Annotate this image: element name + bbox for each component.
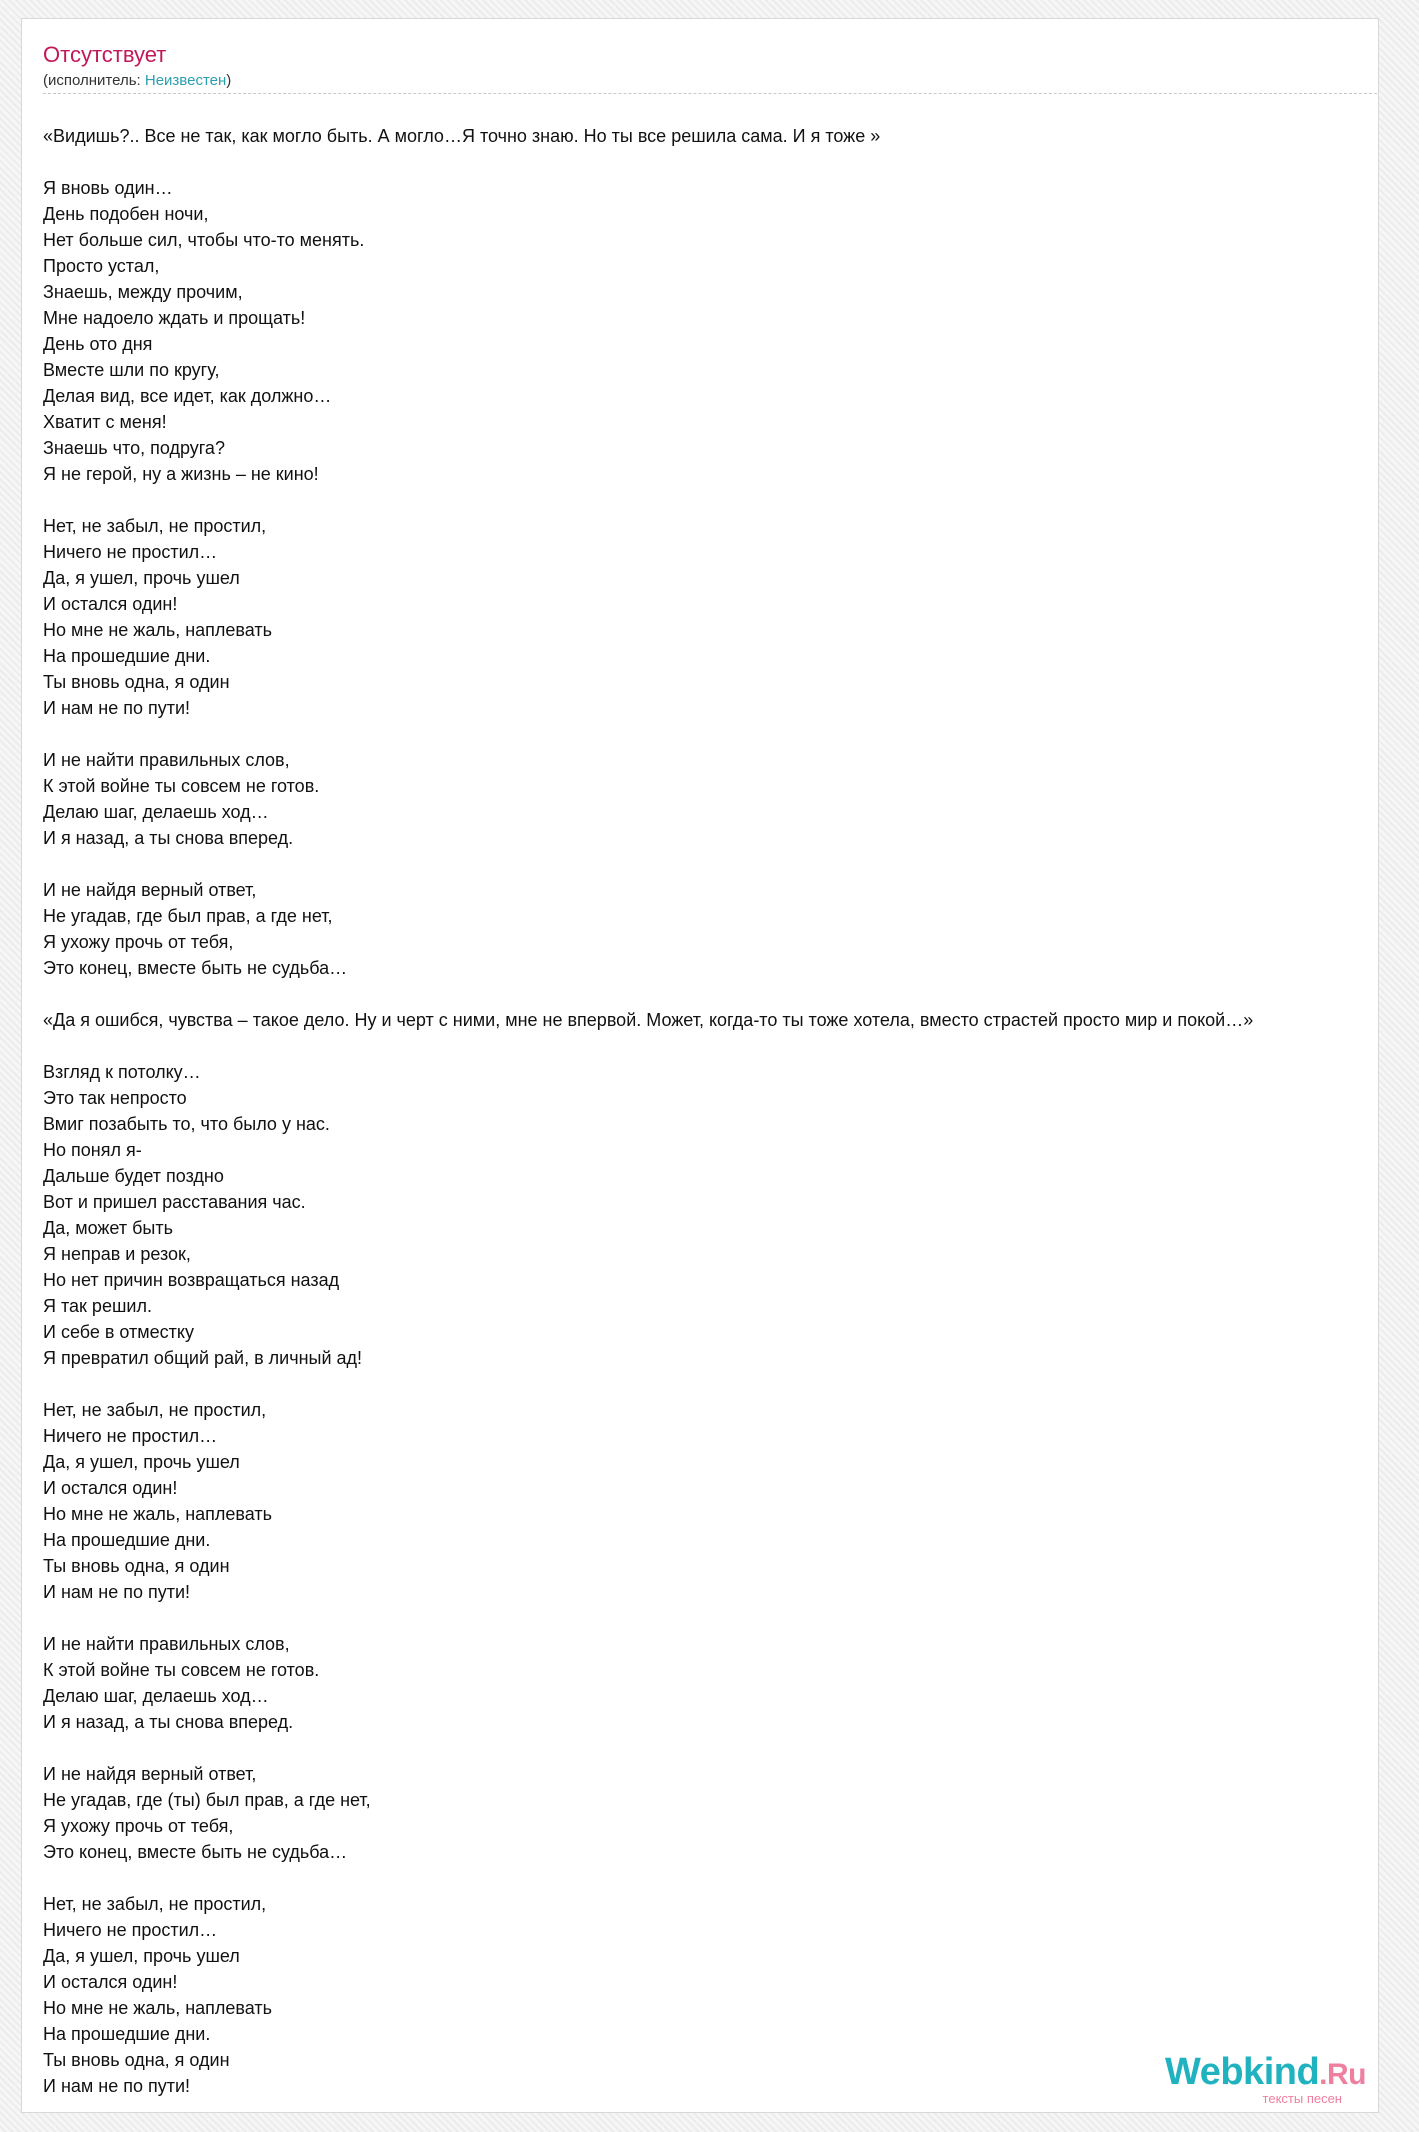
lyric-line: Знаешь, между прочим, [43, 282, 243, 302]
lyric-line: Нет, не забыл, не простил, [43, 516, 267, 536]
lyric-line: Ничего не простил… [43, 1426, 218, 1446]
lyric-line: Но мне не жаль, наплевать [43, 620, 273, 640]
lyric-line: Не угадав, где был прав, а где нет, [43, 906, 333, 926]
lyric-line: Это конец, вместе быть не судьба… [43, 1842, 348, 1862]
lyric-line: И нам не по пути! [43, 2076, 191, 2096]
lyrics-sheet [21, 18, 1379, 2113]
lyric-line: Да, может быть [43, 1218, 173, 1238]
artist-link[interactable]: Неизвестен [144, 72, 227, 89]
lyric-line: Я не герой, ну а жизнь – не кино! [43, 464, 319, 484]
lyrics-body [43, 123, 1379, 2099]
lyric-line: Это конец, вместе быть не судьба… [43, 958, 348, 978]
lyric-line: Делая вид, все идет, как должно… [43, 386, 332, 406]
lyric-line: Не угадав, где (ты) был прав, а где нет, [43, 1790, 371, 1810]
lyric-line: Да, я ушел, прочь ушел [43, 1946, 240, 1966]
lyric-line: К этой войне ты совсем не готов. [43, 776, 320, 796]
lyric-line: Хватит с меня! [43, 412, 167, 432]
lyric-line: Но мне не жаль, наплевать [43, 1504, 273, 1524]
byline-prefix: (исполнитель: [43, 72, 145, 89]
lyric-line: Я ухожу прочь от тебя, [43, 932, 234, 952]
lyric-line: Дальше будет поздно [43, 1166, 224, 1186]
stanza-break [43, 1865, 1379, 1891]
lyric-line: Ты вновь одна, я один [43, 672, 230, 692]
logo-tagline: тексты песен [1262, 2091, 1342, 2106]
lyric-line: Я так решил. [43, 1296, 152, 1316]
stanza-break [43, 851, 1379, 877]
logo-tld: .Ru [1319, 2058, 1366, 2091]
lyric-line: Я вновь один… [43, 178, 173, 198]
lyric-line: Но понял я- [43, 1140, 142, 1160]
lyric-line: Нет, не забыл, не простил, [43, 1400, 267, 1420]
lyric-line: На прошедшие дни. [43, 1530, 211, 1550]
lyric-line: И не найдя верный ответ, [43, 1764, 257, 1784]
lyric-line: Делаю шаг, делаешь ход… [43, 1686, 269, 1706]
lyric-line: И себе в отместку [43, 1322, 194, 1342]
stanza-break [43, 981, 1379, 1007]
artist-byline [43, 72, 231, 89]
lyric-line: Нет больше сил, чтобы что-то менять. [43, 230, 365, 250]
lyric-line: «Да я ошибся, чувства – такое дело. Ну и черт с ними, мне не впервой. Может, когда-то ты тоже хотела, вместо страстей просто мир и покой…» [43, 1010, 1254, 1030]
lyric-line: К этой войне ты совсем не готов. [43, 1660, 320, 1680]
lyric-line: Да, я ушел, прочь ушел [43, 1452, 240, 1472]
stanza-break [43, 1605, 1379, 1631]
lyric-line: Вмиг позабыть то, что было у нас. [43, 1114, 330, 1134]
lyric-line: И остался один! [43, 594, 178, 614]
lyric-line: Просто устал, [43, 256, 160, 276]
stanza-break [43, 149, 1379, 175]
lyric-line: Но нет причин возвращаться назад [43, 1270, 340, 1290]
lyric-line: Но мне не жаль, наплевать [43, 1998, 273, 2018]
lyric-line: День ото дня [43, 334, 153, 354]
song-title: Отсутствует [43, 42, 167, 67]
stanza-break [43, 1033, 1379, 1059]
stanza-break [43, 1735, 1379, 1761]
lyric-line: На прошедшие дни. [43, 646, 211, 666]
lyric-line: И нам не по пути! [43, 1582, 191, 1602]
lyric-line: Я ухожу прочь от тебя, [43, 1816, 234, 1836]
lyric-line: Взгляд к потолку… [43, 1062, 201, 1082]
lyric-line: День подобен ночи, [43, 204, 209, 224]
lyric-line: И не найти правильных слов, [43, 750, 290, 770]
lyric-line: Ты вновь одна, я один [43, 1556, 230, 1576]
lyric-line: Ничего не простил… [43, 542, 218, 562]
lyric-line: Это так непросто [43, 1088, 187, 1108]
logo-name: Webkind [1165, 2051, 1320, 2093]
lyric-line: Ты вновь одна, я один [43, 2050, 230, 2070]
lyric-line: И я назад, а ты снова вперед. [43, 828, 294, 848]
lyric-line: Вместе шли по кругу, [43, 360, 220, 380]
site-logo [1165, 2052, 1366, 2106]
stanza-break [43, 721, 1379, 747]
byline-suffix: ) [226, 72, 232, 89]
lyric-line: Делаю шаг, делаешь ход… [43, 802, 269, 822]
title-divider [43, 93, 1377, 94]
lyric-line: И не найти правильных слов, [43, 1634, 290, 1654]
lyric-line: И нам не по пути! [43, 698, 191, 718]
lyric-line: Знаешь что, подруга? [43, 438, 225, 458]
lyric-line: И остался один! [43, 1478, 178, 1498]
lyric-line: Да, я ушел, прочь ушел [43, 568, 240, 588]
lyric-line: Ничего не простил… [43, 1920, 218, 1940]
lyric-line: Я превратил общий рай, в личный ад! [43, 1348, 363, 1368]
lyric-line: Нет, не забыл, не простил, [43, 1894, 267, 1914]
stanza-break [43, 487, 1379, 513]
stanza-break [43, 1371, 1379, 1397]
lyric-line: И я назад, а ты снова вперед. [43, 1712, 294, 1732]
lyric-line: Я неправ и резок, [43, 1244, 191, 1264]
lyric-line: И остался один! [43, 1972, 178, 1992]
lyric-line: Вот и пришел расставания час. [43, 1192, 306, 1212]
lyric-line: «Видишь?.. Все не так, как могло быть. А могло…Я точно знаю. Но ты все решила сама. И я тоже » [43, 126, 881, 146]
lyric-line: На прошедшие дни. [43, 2024, 211, 2044]
lyric-line: Мне надоело ждать и прощать! [43, 308, 306, 328]
lyric-line: И не найдя верный ответ, [43, 880, 257, 900]
